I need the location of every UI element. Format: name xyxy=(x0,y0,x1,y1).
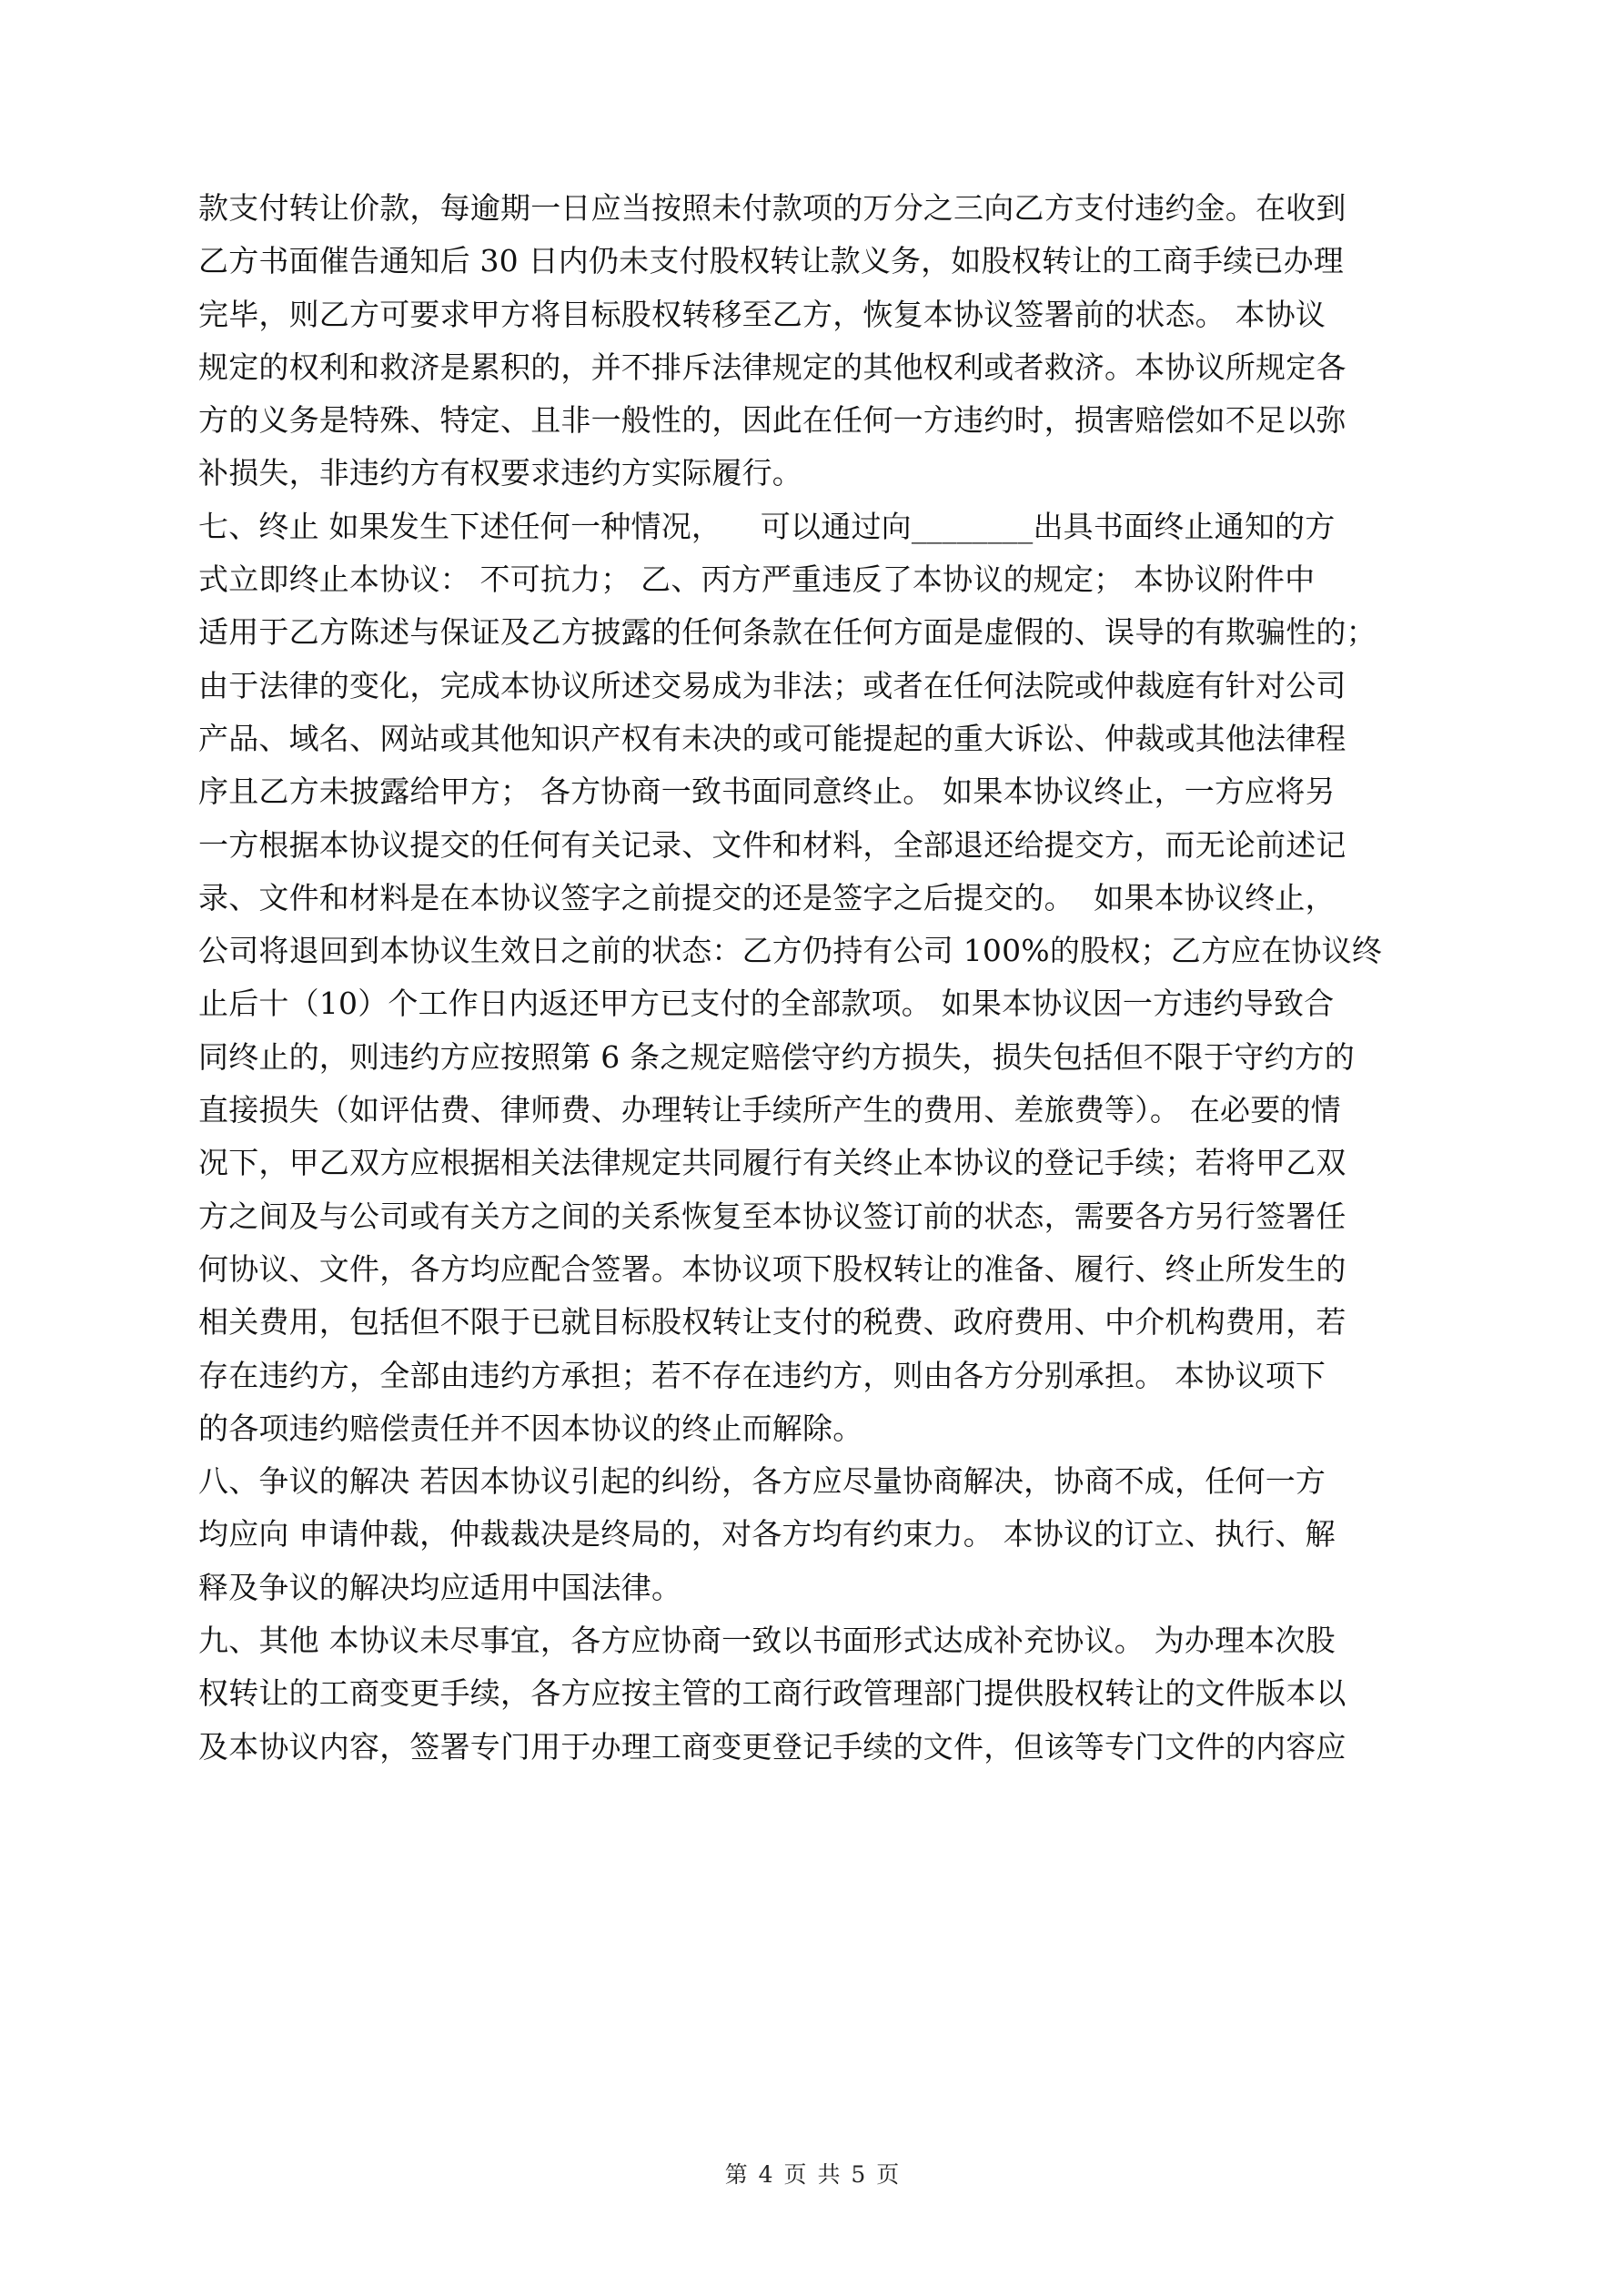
text-line: 同终止的，则违约方应按照第 6 条之规定赔偿守约方损失，损失包括但不限于守约方的 xyxy=(198,1038,1355,1075)
text-line: 均应向 申请仲裁，仲裁裁决是终局的，对各方均有约束力。 本协议的订立、执行、解 xyxy=(198,1516,1336,1553)
text-line: 乙方书面催告通知后 30 日内仍未支付股权转让款义务，如股权转让的工商手续已办理 xyxy=(198,243,1344,279)
text-line: 适用于乙方陈述与保证及乙方披露的任何条款在任何方面是虚假的、误导的有欺骗性的； xyxy=(198,614,1377,651)
section-8-heading-line: 八、争议的解决 若因本协议引起的纠纷，各方应尽量协商解决，协商不成，任何一方 xyxy=(198,1463,1326,1500)
text-line: 完毕，则乙方可要求甲方将目标股权转移至乙方，恢复本协议签署前的状态。 本协议 xyxy=(198,296,1326,332)
text-line: 公司将退回到本协议生效日之前的状态：乙方仍持有公司 100%的股权；乙方应在协议终 xyxy=(198,933,1383,969)
text-line: 一方根据本协议提交的任何有关记录、文件和材料，全部退还给提交方，而无论前述记 xyxy=(198,826,1347,863)
document-body xyxy=(198,182,1445,1774)
text-line: 由于法律的变化，完成本协议所述交易成为非法；或者在任何法院或仲裁庭有针对公司 xyxy=(198,667,1347,703)
text-line: 录、文件和材料是在本协议签字之前提交的还是签字之后提交的。 如果本协议终止， xyxy=(198,879,1336,915)
text-line: 规定的权利和救济是累积的，并不排斥法律规定的其他权利或者救济。本协议所规定各 xyxy=(198,349,1347,385)
section-7-heading-line: 七、终止 如果发生下述任何一种情况， 可以通过向________出具书面终止通知的方 xyxy=(198,508,1336,544)
text-line: 补损失，非违约方有权要求违约方实际履行。 xyxy=(198,455,802,491)
text-line: 相关费用，包括但不限于已就目标股权转让支付的税费、政府费用、中介机构费用，若 xyxy=(198,1304,1347,1340)
text-line: 方之间及与公司或有关方之间的关系恢复至本协议签订前的状态，需要各方另行签署任 xyxy=(198,1198,1347,1234)
text-line: 何协议、文件，各方均应配合签署。本协议项下股权转让的准备、履行、终止所发生的 xyxy=(198,1250,1347,1287)
text-line: 直接损失（如评估费、律师费、办理转让手续所产生的费用、差旅费等）。 在必要的情 xyxy=(198,1092,1341,1128)
text-line: 权转让的工商变更手续，各方应按主管的工商行政管理部门提供股权转让的文件版本以 xyxy=(198,1675,1347,1712)
section-9-heading-line: 九、其他 本协议未尽事宜，各方应协商一致以书面形式达成补充协议。 为办理本次股 xyxy=(198,1623,1336,1659)
text-line: 方的义务是特殊、特定、且非一般性的，因此在任何一方违约时，损害赔偿如不足以弥 xyxy=(198,402,1347,439)
text-line: 款支付转让价款，每逾期一日应当按照未付款项的万分之三向乙方支付违约金。在收到 xyxy=(198,190,1347,226)
text-line: 及本协议内容，签署专门用于办理工商变更登记手续的文件，但该等专门文件的内容应 xyxy=(198,1728,1347,1765)
page-number-footer: 第 4 页 共 5 页 xyxy=(724,2161,900,2188)
text-line: 存在违约方，全部由违约方承担；若不存在违约方，则由各方分别承担。 本协议项下 xyxy=(198,1357,1326,1393)
text-line: 释及争议的解决均应适用中国法律。 xyxy=(198,1569,682,1605)
text-line: 产品、域名、网站或其他知识产权有未决的或可能提起的重大诉讼、仲裁或其他法律程 xyxy=(198,720,1347,756)
text-line: 序且乙方未披露给甲方； 各方协商一致书面同意终止。 如果本协议终止，一方应将另 xyxy=(198,774,1336,810)
text-line: 的各项违约赔偿责任并不因本协议的终止而解除。 xyxy=(198,1410,863,1446)
text-line: 式立即终止本协议： 不可抗力； 乙、丙方严重违反了本协议的规定； 本协议附件中 xyxy=(198,561,1316,598)
text-line: 止后十（10）个工作日内返还甲方已支付的全部款项。 如果本协议因一方违约导致合 xyxy=(198,986,1335,1022)
text-line: 况下，甲乙双方应根据相关法律规定共同履行有关终止本协议的登记手续；若将甲乙双 xyxy=(198,1145,1347,1181)
